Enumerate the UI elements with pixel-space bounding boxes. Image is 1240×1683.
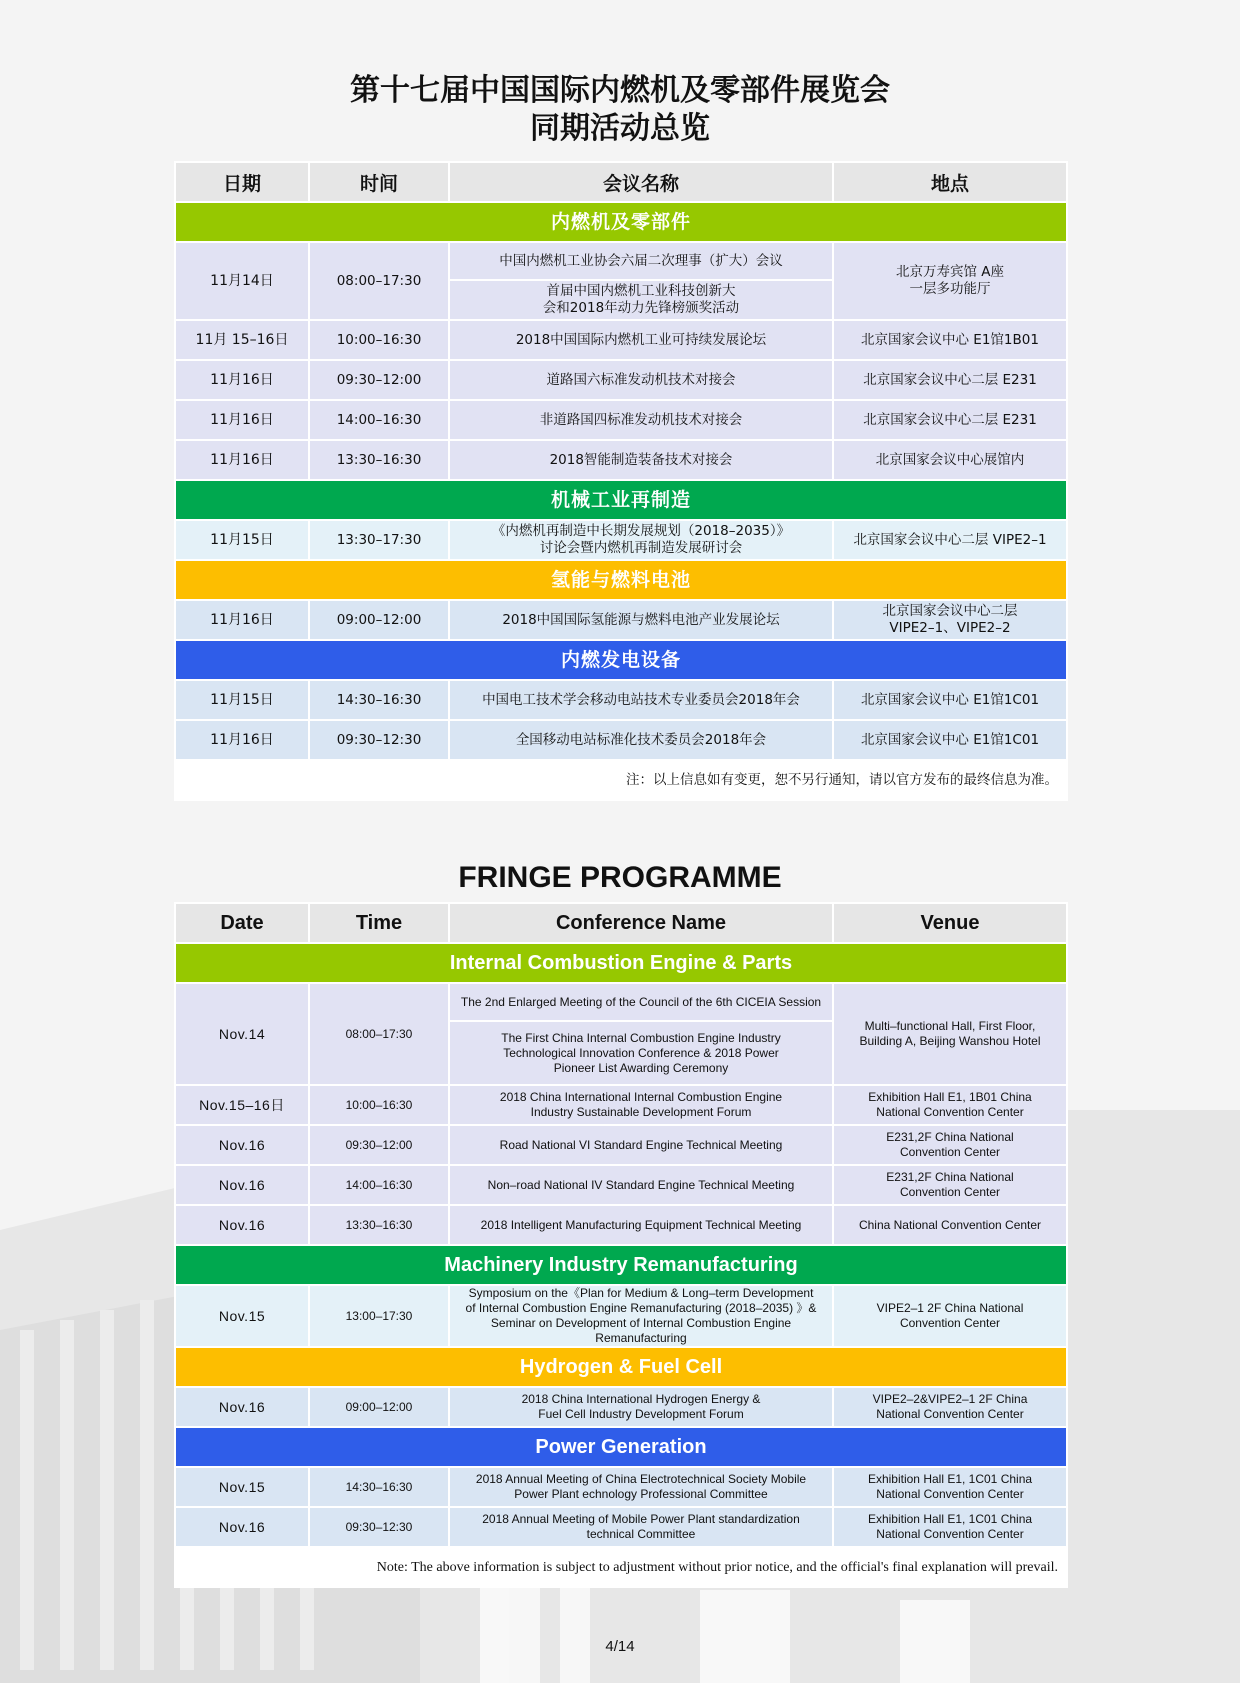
- cell-venue: Exhibition Hall E1, 1C01 China National Convention Center: [833, 1507, 1067, 1547]
- cell-time: 14:30–16:30: [309, 680, 449, 720]
- cell-conference-name: 2018 Annual Meeting of China Electrotechnical Society Mobile Power Plant echnology Professional Committee: [449, 1467, 833, 1507]
- column-header-date: 日期: [175, 162, 309, 202]
- table-row: [175, 320, 1067, 360]
- cell-date: Nov.16: [175, 1387, 309, 1427]
- cell-conference-name: The 2nd Enlarged Meeting of the Council of the 6th CICEIA Session: [449, 983, 833, 1021]
- cell-conference-name: 2018 Intelligent Manufacturing Equipment Technical Meeting: [449, 1205, 833, 1245]
- cell-conference-name: 首届中国内燃机工业科技创新大 会和2018年动力先锋榜颁奖活动: [449, 280, 833, 320]
- column-header-venue: Venue: [833, 903, 1067, 943]
- cell-conference-name: 2018 China International Internal Combustion Engine Industry Sustainable Development Forum: [449, 1085, 833, 1125]
- section-header-row: [175, 943, 1067, 983]
- table-row: [175, 1125, 1067, 1165]
- page-title-en: FRINGE PROGRAMME: [458, 861, 782, 894]
- cell-time: 09:30–12:30: [309, 1507, 449, 1547]
- cell-venue: VIPE2–1 2F China National Convention Center: [833, 1285, 1067, 1347]
- cell-date: 11月15日: [175, 680, 309, 720]
- cell-time: 10:00–16:30: [309, 320, 449, 360]
- cell-conference-name: The First China Internal Combustion Engine Industry Technological Innovation Conference & 2018 Power Pioneer List Awarding Ceremony: [449, 1021, 833, 1085]
- cell-venue: 北京国家会议中心二层 VIPE2–1、VIPE2–2: [833, 600, 1067, 640]
- section-title: Machinery Industry Remanufacturing: [175, 1245, 1067, 1285]
- footnote: 注：以上信息如有变更，恕不另行通知，请以官方发布的最终信息为准。: [175, 760, 1067, 800]
- section-title: 内燃发电设备: [175, 640, 1067, 680]
- table-row: [175, 1085, 1067, 1125]
- footnote: Note: The above information is subject to adjustment without prior notice, and the official's final explanation will prevail.: [175, 1547, 1067, 1587]
- section-header-row: [175, 480, 1067, 520]
- column-header-venue: 地点: [833, 162, 1067, 202]
- table-header-row: [175, 162, 1067, 202]
- section-header-row: [175, 1427, 1067, 1467]
- cell-venue: 北京国家会议中心展馆内: [833, 440, 1067, 480]
- cell-time: 08:00–17:30: [309, 983, 449, 1085]
- table-row: [175, 360, 1067, 400]
- cell-venue: 北京国家会议中心二层 E231: [833, 360, 1067, 400]
- cell-time: 14:30–16:30: [309, 1467, 449, 1507]
- table-row: [175, 1467, 1067, 1507]
- table-row: [175, 400, 1067, 440]
- schedule-table-cn: [174, 161, 1068, 801]
- section-title: Internal Combustion Engine & Parts: [175, 943, 1067, 983]
- table-row: [175, 1165, 1067, 1205]
- section-title: 氢能与燃料电池: [175, 560, 1067, 600]
- title-cn-line2: 同期活动总览: [530, 111, 710, 146]
- cell-conference-name: Road National VI Standard Engine Technical Meeting: [449, 1125, 833, 1165]
- cell-date: 11月15日: [175, 520, 309, 560]
- cell-venue: 北京国家会议中心二层 VIPE2–1: [833, 520, 1067, 560]
- cell-conference-name: 2018中国国际氢能源与燃料电池产业发展论坛: [449, 600, 833, 640]
- cell-venue: Multi–functional Hall, First Floor, Building A, Beijing Wanshou Hotel: [833, 983, 1067, 1085]
- cell-conference-name: 全国移动电站标准化技术委员会2018年会: [449, 720, 833, 760]
- section-header-row: [175, 1245, 1067, 1285]
- cell-date: Nov.16: [175, 1205, 309, 1245]
- cell-time: 08:00–17:30: [309, 242, 449, 320]
- cell-date: 11月16日: [175, 600, 309, 640]
- cell-time: 13:30–16:30: [309, 440, 449, 480]
- cell-venue: China National Convention Center: [833, 1205, 1067, 1245]
- cell-conference-name: 道路国六标准发动机技术对接会: [449, 360, 833, 400]
- cell-time: 09:30–12:00: [309, 1125, 449, 1165]
- title-cn-line1: 第十七届中国国际内燃机及零部件展览会: [350, 73, 890, 108]
- cell-venue: VIPE2–2&VIPE2–1 2F China National Convention Center: [833, 1387, 1067, 1427]
- cell-date: 11月14日: [175, 242, 309, 320]
- table-row: [175, 1387, 1067, 1427]
- cell-time: 09:00–12:00: [309, 600, 449, 640]
- section-title: Hydrogen & Fuel Cell: [175, 1347, 1067, 1387]
- table-row: [175, 720, 1067, 760]
- section-header-row: [175, 560, 1067, 600]
- cell-date: 11月16日: [175, 440, 309, 480]
- cell-conference-name: 2018中国国际内燃机工业可持续发展论坛: [449, 320, 833, 360]
- cell-venue: Exhibition Hall E1, 1C01 China National Convention Center: [833, 1467, 1067, 1507]
- cell-conference-name: 2018智能制造装备技术对接会: [449, 440, 833, 480]
- cell-date: Nov.15: [175, 1285, 309, 1347]
- table-header-row: [175, 903, 1067, 943]
- footnote-row: [175, 1547, 1067, 1587]
- cell-venue: 北京万寿宾馆 A座 一层多功能厅: [833, 242, 1067, 320]
- cell-time: 14:00–16:30: [309, 1165, 449, 1205]
- cell-conference-name: 中国电工技术学会移动电站技术专业委员会2018年会: [449, 680, 833, 720]
- cell-time: 13:00–17:30: [309, 1285, 449, 1347]
- cell-conference-name: Symposium on the《Plan for Medium & Long–term Development of Internal Combustion Engine Remanufacturing (2018–2035) 》& Seminar on Development of Internal Combustion Engine Remanufacturing: [449, 1285, 833, 1347]
- schedule-table-en: [174, 902, 1068, 1588]
- cell-conference-name: Non–road National IV Standard Engine Technical Meeting: [449, 1165, 833, 1205]
- cell-time: 13:30–17:30: [309, 520, 449, 560]
- table-row: [175, 600, 1067, 640]
- cell-conference-name: 2018 Annual Meeting of Mobile Power Plant standardization technical Committee: [449, 1507, 833, 1547]
- section-header-row: [175, 1347, 1067, 1387]
- table-row: [175, 1285, 1067, 1347]
- cell-conference-name: 非道路国四标准发动机技术对接会: [449, 400, 833, 440]
- cell-date: Nov.16: [175, 1125, 309, 1165]
- cell-date: Nov.15: [175, 1467, 309, 1507]
- column-header-name: 会议名称: [449, 162, 833, 202]
- table-row: [175, 242, 1067, 280]
- cell-date: 11月16日: [175, 400, 309, 440]
- table-row: [175, 1205, 1067, 1245]
- column-header-date: Date: [175, 903, 309, 943]
- section-title: 内燃机及零部件: [175, 202, 1067, 242]
- table-row: [175, 520, 1067, 560]
- cell-time: 10:00–16:30: [309, 1085, 449, 1125]
- cell-time: 09:30–12:30: [309, 720, 449, 760]
- section-header-row: [175, 640, 1067, 680]
- cell-date: Nov.16: [175, 1507, 309, 1547]
- column-header-name: Conference Name: [449, 903, 833, 943]
- cell-date: Nov.16: [175, 1165, 309, 1205]
- cell-time: 13:30–16:30: [309, 1205, 449, 1245]
- column-header-time: Time: [309, 903, 449, 943]
- cell-venue: 北京国家会议中心 E1馆1C01: [833, 720, 1067, 760]
- cell-date: Nov.15–16日: [175, 1085, 309, 1125]
- page-number: 4/14: [605, 1638, 635, 1655]
- section-header-row: [175, 202, 1067, 242]
- cell-venue: 北京国家会议中心 E1馆1C01: [833, 680, 1067, 720]
- cell-date: 11月16日: [175, 720, 309, 760]
- cell-conference-name: 中国内燃机工业协会六届二次理事（扩大）会议: [449, 242, 833, 280]
- cell-venue: E231,2F China National Convention Center: [833, 1165, 1067, 1205]
- table-row: [175, 680, 1067, 720]
- cell-conference-name: 2018 China International Hydrogen Energy & Fuel Cell Industry Development Forum: [449, 1387, 833, 1427]
- cell-date: Nov.14: [175, 983, 309, 1085]
- cell-venue: Exhibition Hall E1, 1B01 China National Convention Center: [833, 1085, 1067, 1125]
- cell-date: 11月 15–16日: [175, 320, 309, 360]
- cell-date: 11月16日: [175, 360, 309, 400]
- table-row: [175, 1507, 1067, 1547]
- cell-conference-name: 《内燃机再制造中长期发展规划（2018–2035）》 讨论会暨内燃机再制造发展研讨会: [449, 520, 833, 560]
- cell-time: 09:30–12:00: [309, 360, 449, 400]
- column-header-time: 时间: [309, 162, 449, 202]
- cell-venue: E231,2F China National Convention Center: [833, 1125, 1067, 1165]
- footnote-row: [175, 760, 1067, 800]
- cell-venue: 北京国家会议中心 E1馆1B01: [833, 320, 1067, 360]
- cell-time: 09:00–12:00: [309, 1387, 449, 1427]
- section-title: 机械工业再制造: [175, 480, 1067, 520]
- cell-time: 14:00–16:30: [309, 400, 449, 440]
- cell-venue: 北京国家会议中心二层 E231: [833, 400, 1067, 440]
- section-title: Power Generation: [175, 1427, 1067, 1467]
- table-row: [175, 440, 1067, 480]
- table-row: [175, 983, 1067, 1021]
- page-title-cn: [0, 72, 1240, 148]
